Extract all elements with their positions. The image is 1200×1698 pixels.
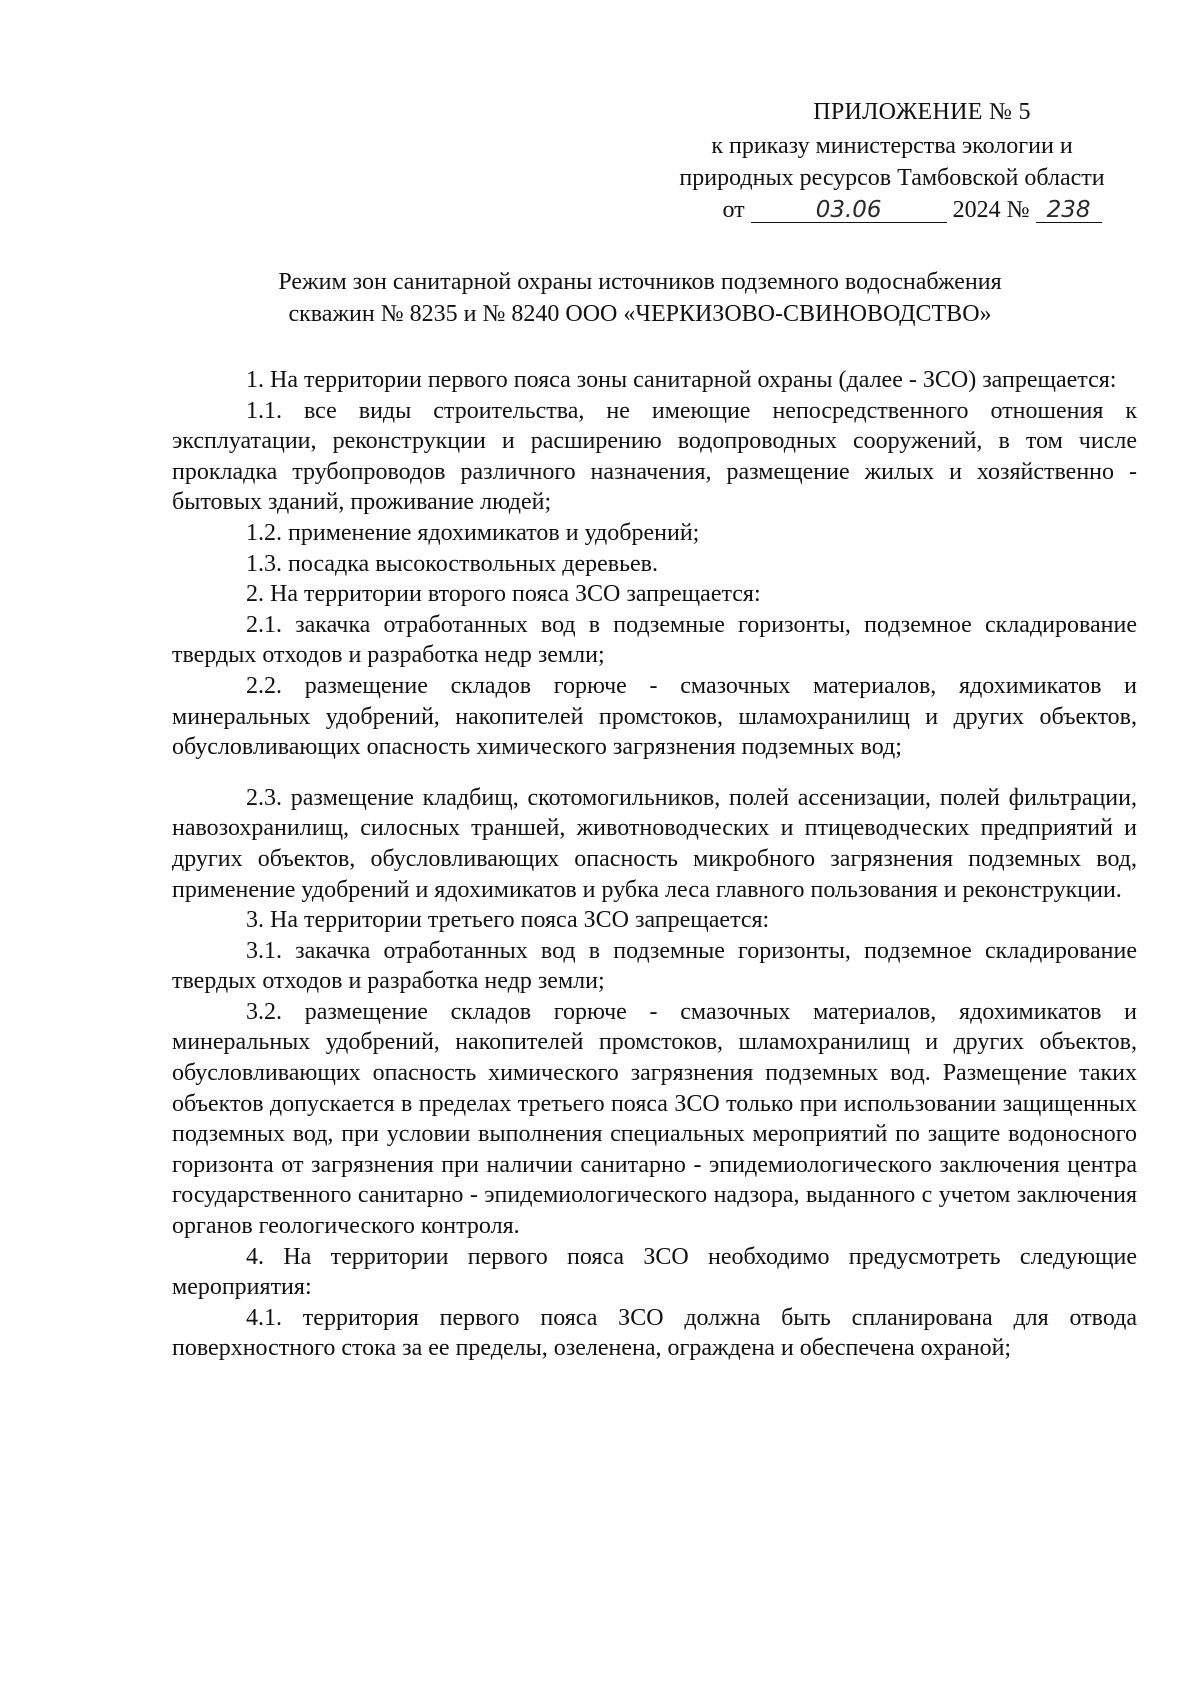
order-date-line [722,194,1101,226]
paragraph-3-2: 3.2. размещение складов горюче - смазочных материалов, ядохимикатов и минеральных удобрений, накопителей промстоков, шламохранилищ и других объектов, обусловливающих опасность химического загрязнения подземных вод. Размещение таких объектов допускается в пределах третьего пояса ЗСО только при использовании защищенных подземных вод, при условии выполнения специальных мероприятий по защите водоносного горизонта от загрязнения при наличии санитарно - эпидемиологического заключения центра государственного санитарно - эпидемиологического надзора, выданного с учетом заключения органов геологического контроля. [172,998,1137,1240]
paragraph-1: 1. На территории первого пояса зоны санитарной охраны (далее - ЗСО) запрещается: [246,367,1117,393]
paragraph-1-1: 1.1. все виды строительства, не имеющие непосредственного отношения к эксплуатации, реконструкции и расширению водопроводных сооружений, в том числе прокладка трубопроводов различного назначения, размещение жилых и хозяйственно - бытовых зданий, проживание людей; [172,397,1137,516]
paragraph-2-2: 2.2. размещение складов горюче - смазочных материалов, ядохимикатов и минеральных удобрений, накопителей промстоков, шламохранилищ и других объектов, обусловливающих опасность химического загрязнения подземных вод; [172,672,1137,761]
title-line-2: скважин № 8235 и № 8240 ООО «ЧЕРКИЗОВО-СВИНОВОДСТВО» [288,301,992,327]
paragraph-4: 4. На территории первого пояса ЗСО необходимо предусмотреть следующие мероприятия: [172,1243,1137,1301]
order-year-label: 2024 № [952,197,1030,223]
handwritten-order-number: 238 [1036,198,1102,223]
paragraph-3: 3. На территории третьего пояса ЗСО запрещается: [246,907,770,934]
paragraph-1-2: 1.2. применение ядохимикатов и удобрений; [246,519,700,546]
paragraph-2: 2. На территории второго пояса ЗСО запрещается: [246,581,761,608]
paragraph-2-1: 2.1. закачка отработанных вод в подземные горизонты, подземное складирование твердых отходов и разработка недр земли; [172,611,1137,669]
appendix-header [632,96,1152,226]
paragraph-4-1: 4.1. территория первого пояса ЗСО должна быть спланирована для отвода поверхностного стока за ее пределы, озеленена, ограждена и обеспечена охраной; [172,1304,1137,1362]
title-line-1: Режим зон санитарной охраны источников подземного водоснабжения [278,269,1002,295]
paragraph-2-3: 2.3. размещение кладбищ, скотомогильников, полей ассенизации, полей фильтрации, навозохранилищ, силосных траншей, животноводческих и птицеводческих предприятий и других объектов, обусловливающих опасность микробного загрязнения подземных вод, применение удобрений и ядохимикатов и рубка леса главного пользования и реконструкции. [172,784,1137,903]
paragraph-1-3: 1.3. посадка высокоствольных деревьев. [246,550,659,577]
appendix-number: ПРИЛОЖЕНИЕ № 5 [813,99,1031,125]
order-reference-line-1: к приказу министерства экологии и [711,133,1073,159]
document-body [172,365,1137,1364]
document-title [160,266,1120,330]
order-reference-line-2: природных ресурсов Тамбовской области [679,165,1105,191]
paragraph-3-1: 3.1. закачка отработанных вод в подземные горизонты, подземное складирование твердых отходов и разработка недр земли; [172,937,1137,995]
date-prefix: от [722,197,745,223]
handwritten-date: 03.06 [751,198,947,223]
